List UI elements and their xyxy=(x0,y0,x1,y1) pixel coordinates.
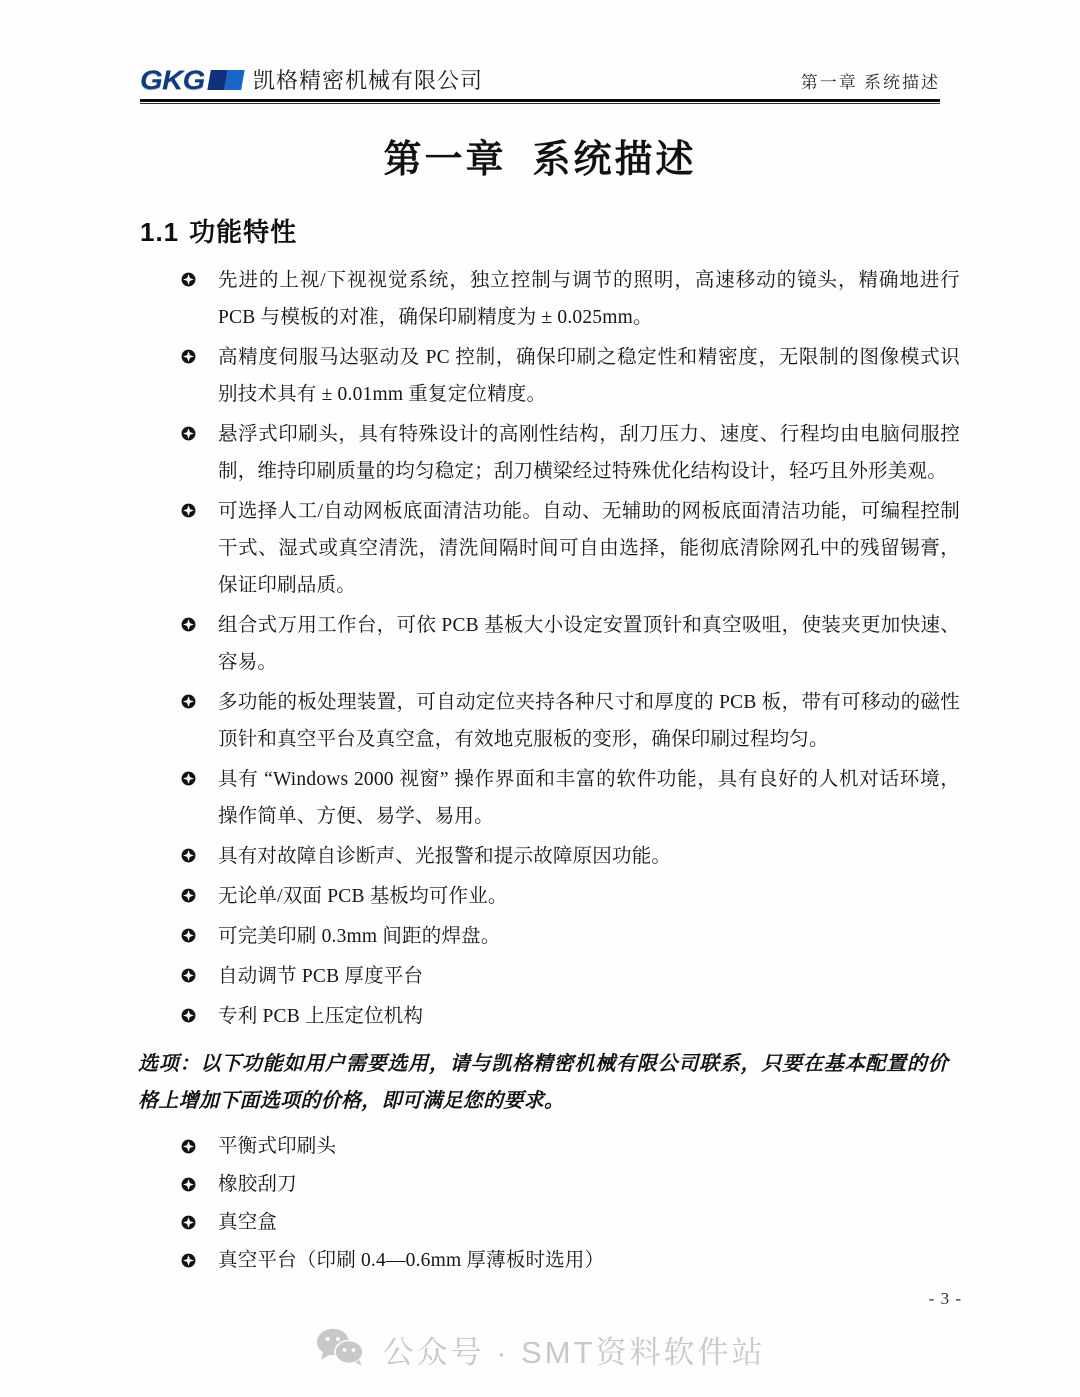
list-item-text: 可选择人工/自动网板底面清洁功能。自动、无辅助的网板底面清洁功能，可编程控制干式、湿式或真空清洗，清洗间隔时间可自由选择，能彻底清除网孔中的残留锡膏，保证印刷品质。 xyxy=(218,501,960,596)
list-item-text: 悬浮式印刷头，具有特殊设计的高刚性结构，刮刀压力、速度、行程均由电脑伺服控制，维持印刷质量的均匀稳定；刮刀横梁经过特殊优化结构设计，轻巧且外形美观。 xyxy=(218,424,960,482)
list-item xyxy=(140,607,960,681)
star-circle-bullet-icon xyxy=(178,838,198,875)
star-circle-bullet-icon xyxy=(178,958,198,995)
list-item xyxy=(140,998,960,1035)
list-item xyxy=(140,878,960,915)
star-circle-bullet-icon xyxy=(178,878,198,915)
watermark-banner xyxy=(0,1326,1080,1373)
gkg-square-icon xyxy=(207,70,245,90)
brand-block xyxy=(140,64,483,96)
gkg-wordmark: GKG xyxy=(140,64,205,95)
list-item xyxy=(140,918,960,955)
list-item xyxy=(140,493,960,604)
list-item xyxy=(140,1166,960,1204)
options-list xyxy=(140,1128,960,1280)
section-name: 功能特性 xyxy=(189,217,298,247)
running-head-chapter: 第一章 系统描述 xyxy=(800,73,940,92)
star-circle-bullet-icon xyxy=(178,684,198,721)
star-circle-bullet-icon xyxy=(178,416,198,453)
star-circle-bullet-icon xyxy=(178,607,198,644)
list-item xyxy=(140,761,960,835)
company-name: 凯格精密机械有限公司 xyxy=(253,68,484,93)
list-item-text: 多功能的板处理装置，可自动定位夹持各种尺寸和厚度的 PCB 板，带有可移动的磁性顶针和真空平台及真空盒，有效地克服板的变形，确保印刷过程均匀。 xyxy=(218,692,960,750)
list-item xyxy=(140,262,960,336)
list-item-text: 自动调节 PCB 厚度平台 xyxy=(218,966,424,987)
star-circle-bullet-icon xyxy=(178,493,198,530)
list-item xyxy=(140,1242,960,1280)
page-header xyxy=(140,56,940,100)
list-item-text: 组合式万用工作台，可依 PCB 基板大小设定安置顶针和真空吸咀，使装夹更加快速、容易。 xyxy=(218,615,960,673)
star-circle-bullet-icon xyxy=(178,998,198,1035)
header-divider xyxy=(140,99,940,104)
star-circle-bullet-icon xyxy=(178,1204,198,1242)
star-circle-bullet-icon xyxy=(178,918,198,955)
star-circle-bullet-icon xyxy=(178,761,198,798)
option-note-paragraph: 选项：以下功能如用户需要选用，请与凯格精密机械有限公司联系，只要在基本配置的价格上增加下面选项的价格，即可满足您的要求。 xyxy=(138,1053,948,1112)
gkg-logo xyxy=(140,64,243,95)
list-item xyxy=(140,958,960,995)
star-circle-bullet-icon xyxy=(178,339,198,376)
section-number: 1.1 xyxy=(140,217,180,247)
list-item-text: 真空平台（印刷 0.4—0.6mm 厚薄板时选用） xyxy=(218,1250,605,1271)
list-item-text: 先进的上视/下视视觉系统，独立控制与调节的照明，高速移动的镜头，精确地进行 PCB 与模板的对准，确保印刷精度为 ± 0.025mm。 xyxy=(218,270,960,328)
list-item-text: 具有 “Windows 2000 视窗” 操作界面和丰富的软件功能，具有良好的人机对话环境，操作简单、方便、易学、易用。 xyxy=(218,769,960,827)
features-list xyxy=(140,262,960,1035)
list-item-text: 无论单/双面 PCB 基板均可作业。 xyxy=(218,886,508,907)
chapter-title-name: 系统描述 xyxy=(532,139,697,181)
section-heading xyxy=(140,212,297,249)
star-circle-bullet-icon xyxy=(178,1128,198,1166)
list-item-text: 橡胶刮刀 xyxy=(218,1174,297,1195)
list-item-text: 真空盒 xyxy=(218,1212,278,1233)
watermark-text: 公众号 · SMT资料软件站 xyxy=(382,1335,766,1370)
options-section xyxy=(140,1128,960,1280)
list-item xyxy=(140,1128,960,1166)
features-section xyxy=(140,262,960,1038)
chapter-title-label: 第一章 xyxy=(383,139,507,181)
page-number: - 3 - xyxy=(928,1289,962,1308)
list-item-text: 平衡式印刷头 xyxy=(218,1136,337,1157)
list-item xyxy=(140,1204,960,1242)
star-circle-bullet-icon xyxy=(178,1166,198,1204)
list-item-text: 高精度伺服马达驱动及 PC 控制，确保印刷之稳定性和精密度，无限制的图像模式识别技术具有 ± 0.01mm 重复定位精度。 xyxy=(218,347,960,405)
star-circle-bullet-icon xyxy=(178,1242,198,1280)
chapter-title xyxy=(0,128,1080,183)
list-item-text: 具有对故障自诊断声、光报警和提示故障原因功能。 xyxy=(218,846,672,867)
list-item-text: 专利 PCB 上压定位机构 xyxy=(218,1006,424,1027)
wechat-icon xyxy=(315,1326,367,1373)
list-item xyxy=(140,416,960,490)
list-item xyxy=(140,838,960,875)
star-circle-bullet-icon xyxy=(178,262,198,299)
list-item xyxy=(140,684,960,758)
list-item xyxy=(140,339,960,413)
list-item-text: 可完美印刷 0.3mm 间距的焊盘。 xyxy=(218,926,501,947)
